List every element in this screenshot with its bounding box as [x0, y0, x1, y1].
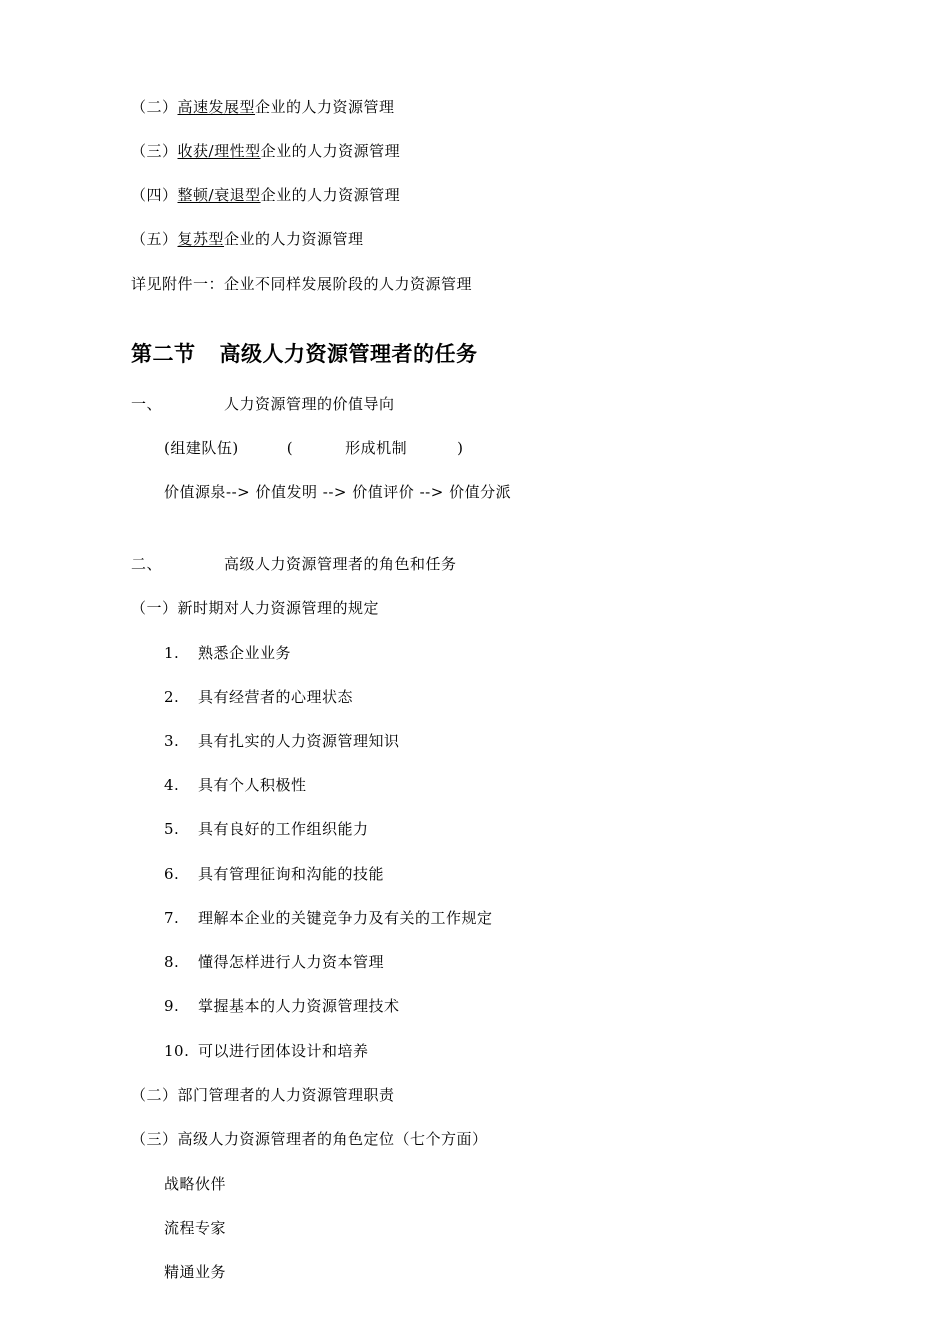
list-item: [164, 731, 400, 751]
stage-keyword: 整顿/衰退型: [177, 186, 261, 204]
stage-suffix: 企业的人力资源管理: [224, 230, 364, 248]
list-number: 2.: [164, 688, 180, 706]
list-item: [164, 775, 307, 795]
list-item: [164, 996, 400, 1016]
part2-heading: [131, 554, 457, 574]
stage-suffix: 企业的人力资源管理: [260, 186, 401, 204]
flow-step: 价值源泉: [164, 483, 227, 501]
group-right-text: 形成机制: [345, 439, 408, 457]
stage-keyword: 复苏型: [177, 230, 225, 248]
list-text: 懂得怎样进行人力资本管理: [198, 953, 385, 971]
part2-number: 二、: [131, 555, 163, 573]
section-title: [131, 340, 478, 368]
stage-suffix: 企业的人力资源管理: [260, 142, 401, 160]
stage-prefix: （二）: [131, 98, 178, 116]
role-item: 战略伙伴: [164, 1175, 227, 1193]
list-number: 1.: [164, 644, 180, 662]
list-text: 具有扎实的人力资源管理知识: [198, 732, 400, 750]
list-number: 10.: [164, 1042, 190, 1060]
stage-prefix: （五）: [131, 230, 178, 248]
stage-line-2: [131, 97, 395, 117]
group-left: (组建队伍): [164, 439, 239, 457]
flow-step: 价值分派: [449, 483, 512, 501]
list-text: 具有管理征询和沟能的技能: [198, 865, 385, 883]
part2-sub2: （二）部门管理者的人力资源管理职责: [131, 1086, 395, 1104]
list-item: [164, 687, 353, 707]
value-flow: [164, 482, 511, 502]
part1-groups: [164, 438, 463, 458]
stage-line-5: [131, 229, 364, 249]
section-number: 第二节: [131, 341, 196, 366]
list-text: 理解本企业的关键竞争力及有关的工作规定: [198, 909, 493, 927]
list-text: 掌握基本的人力资源管理技术: [198, 997, 400, 1015]
flow-step: 价值评价: [352, 483, 415, 501]
list-number: 7.: [164, 909, 180, 927]
list-text: 可以进行团体设计和培养: [198, 1042, 369, 1060]
stage-keyword: 高速发展型: [177, 98, 256, 116]
list-number: 5.: [164, 820, 180, 838]
part1-heading: [131, 394, 395, 414]
part1-title: 人力资源管理的价值导向: [224, 395, 395, 413]
list-item: [164, 864, 384, 884]
part2-sub3: （三）高级人力资源管理者的角色定位（七个方面）: [131, 1130, 488, 1148]
list-item: [164, 908, 493, 928]
flow-arrow-icon: -->: [226, 483, 256, 501]
flow-step: 价值发明: [255, 483, 318, 501]
flow-arrow-icon: -->: [322, 483, 353, 501]
list-item: [164, 643, 291, 663]
list-number: 6.: [164, 865, 180, 883]
list-text: 具有个人积极性: [198, 776, 307, 794]
part2-title: 高级人力资源管理者的角色和任务: [224, 555, 457, 573]
stage-prefix: （三）: [131, 142, 178, 160]
list-number: 4.: [164, 776, 180, 794]
list-text: 熟悉企业业务: [198, 644, 292, 662]
group-right-open: (: [286, 439, 294, 457]
flow-arrow-icon: -->: [419, 483, 450, 501]
appendix-note: 详见附件一：企业不同样发展阶段的人力资源管理: [131, 275, 473, 293]
stage-prefix: （四）: [131, 186, 178, 204]
group-right-close: ): [457, 439, 464, 457]
list-text: 具有良好的工作组织能力: [198, 820, 369, 838]
list-number: 8.: [164, 953, 180, 971]
section-title-text: 高级人力资源管理者的任务: [219, 341, 478, 366]
part2-sub1: （一）新时期对人力资源管理的规定: [131, 599, 380, 617]
list-number: 3.: [164, 732, 180, 750]
list-item: [164, 1041, 369, 1061]
role-item: 流程专家: [164, 1219, 227, 1237]
list-item: [164, 819, 369, 839]
stage-keyword: 收获/理性型: [177, 142, 261, 160]
stage-line-3: [131, 141, 400, 161]
list-number: 9.: [164, 997, 180, 1015]
list-item: [164, 952, 384, 972]
stage-line-4: [131, 185, 400, 205]
part1-number: 一、: [131, 395, 163, 413]
stage-suffix: 企业的人力资源管理: [255, 98, 395, 116]
role-item: 精通业务: [164, 1263, 227, 1281]
list-text: 具有经营者的心理状态: [198, 688, 354, 706]
